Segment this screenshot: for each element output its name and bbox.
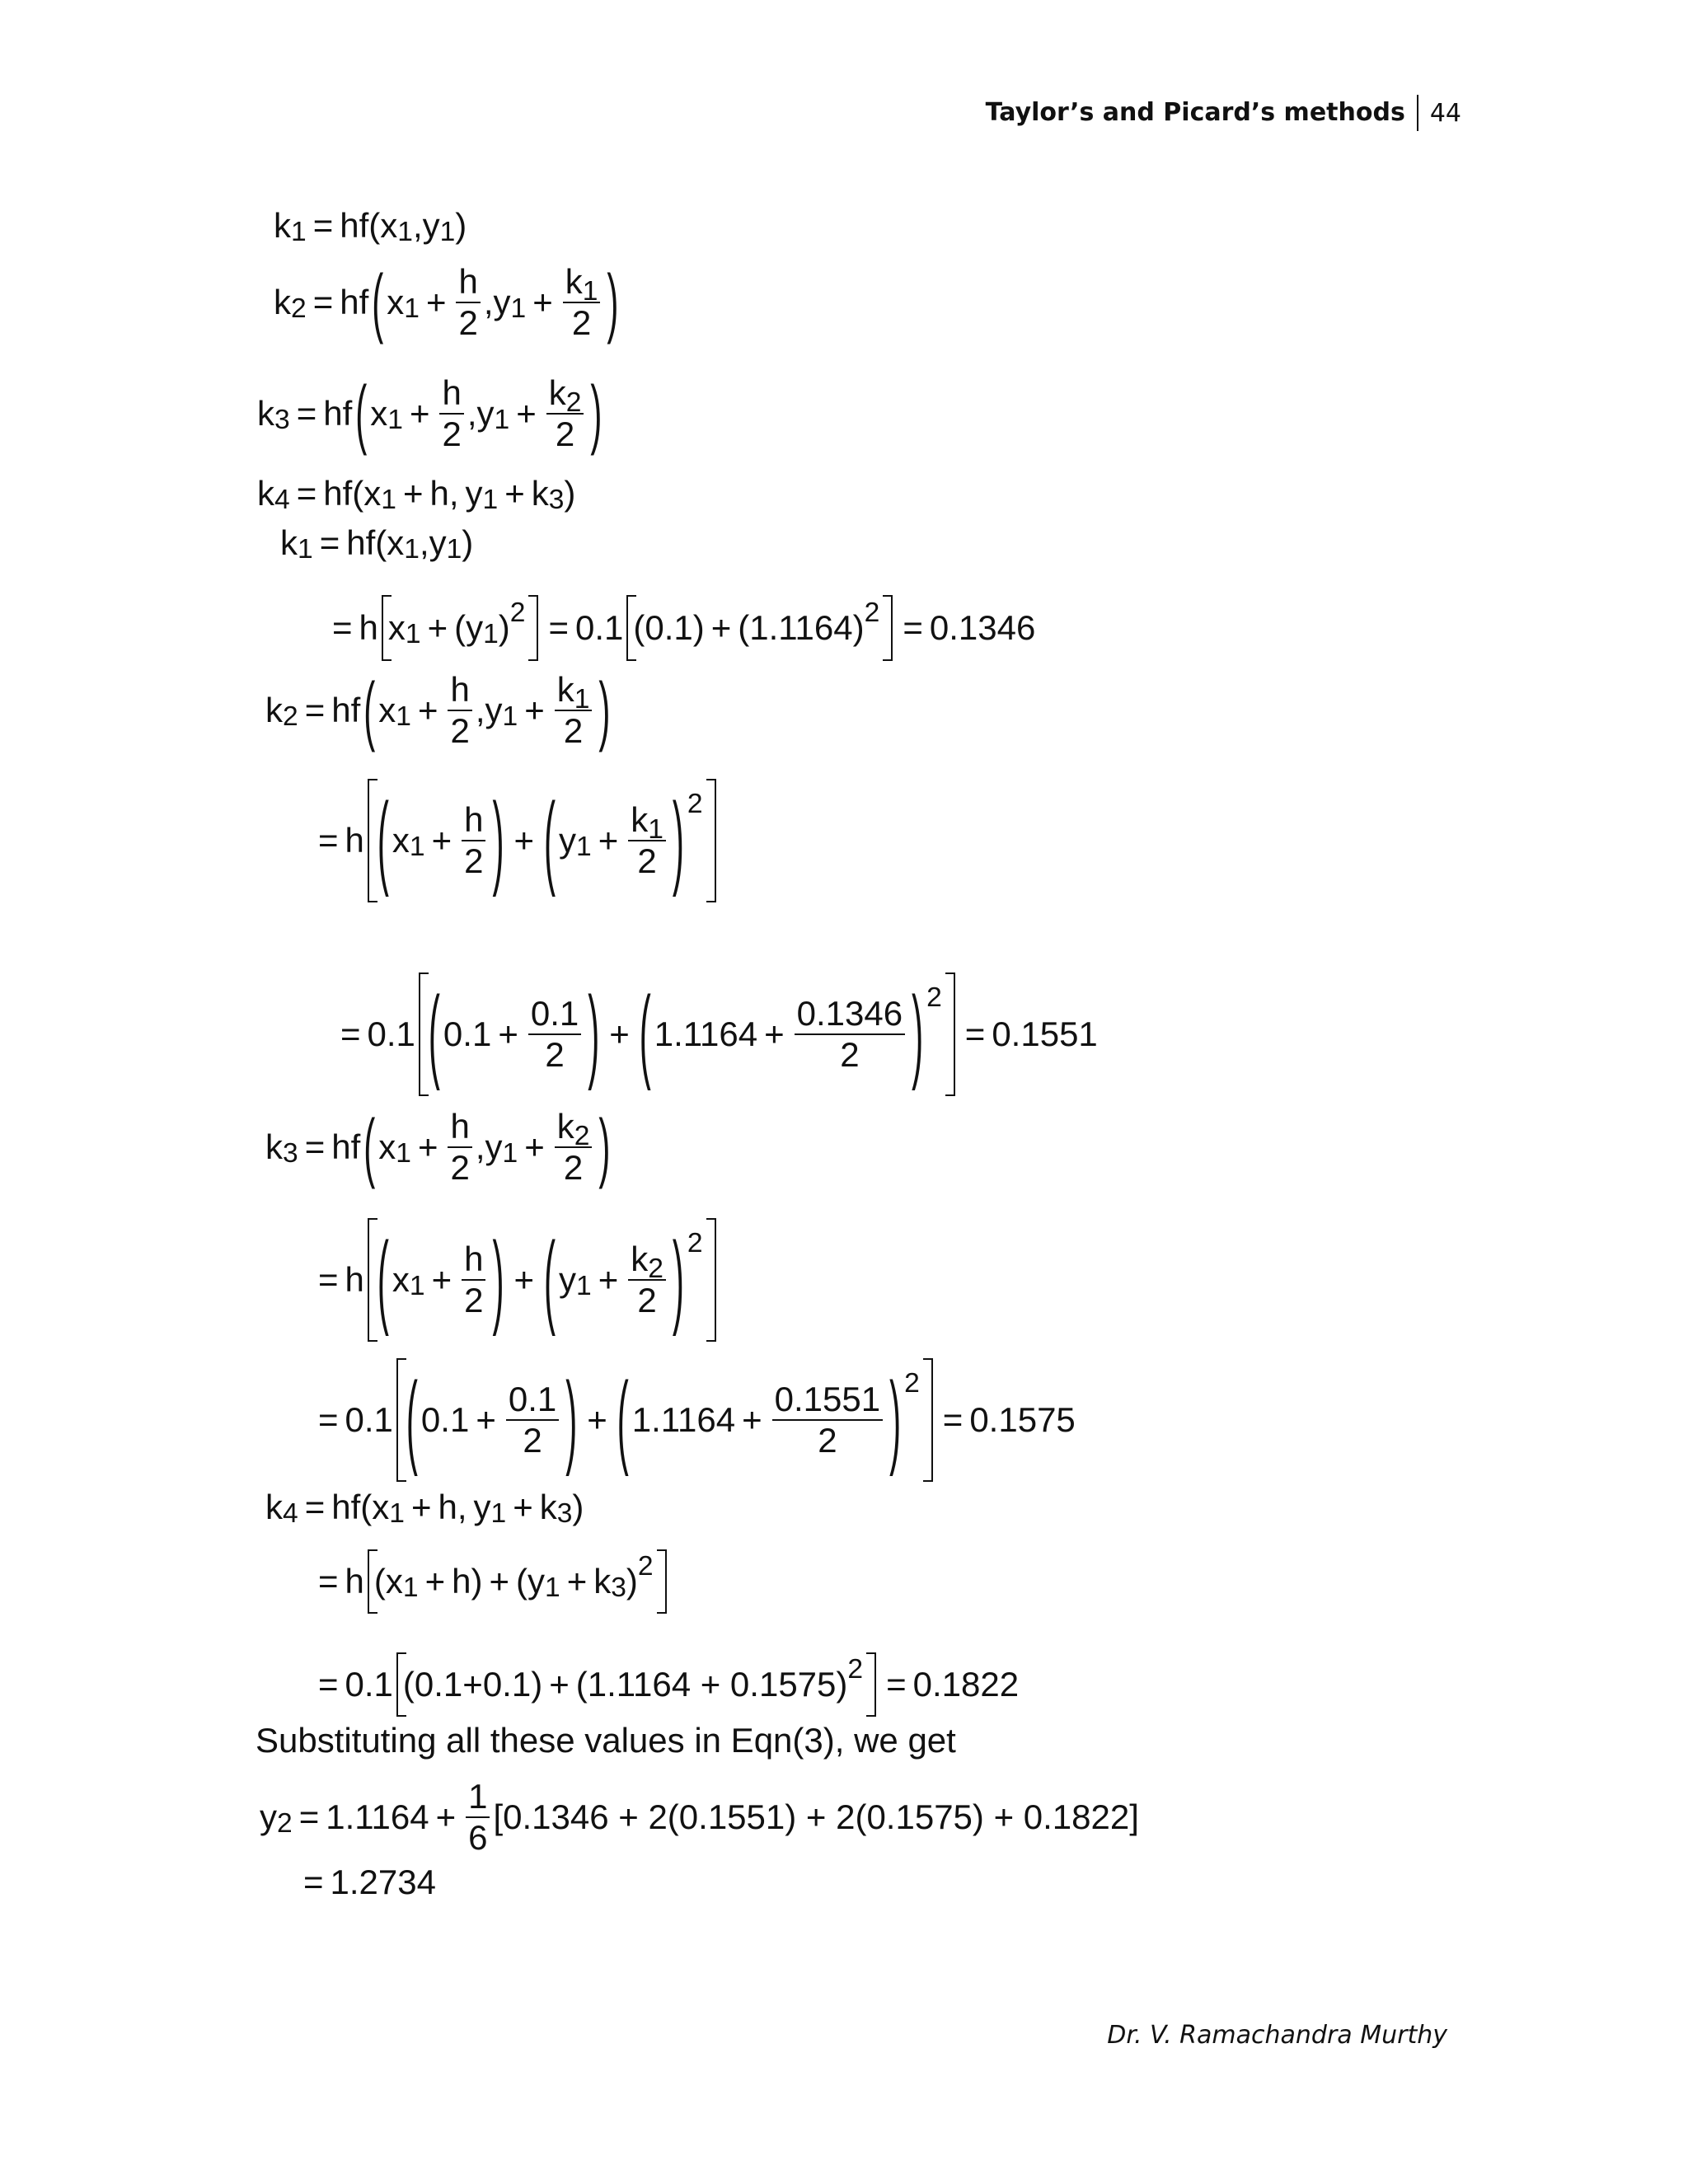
formula-k4-def: k 4 = hf ( x 1 + h, y 1 + k 3 ) xyxy=(257,474,576,516)
formula-k4-eval: k 4 = hf ( x 1 + h, y 1 + k 3 ) xyxy=(265,1488,584,1530)
page-footer-author: Dr. V. Ramachandra Murthy xyxy=(1107,2021,1447,2050)
formula-k2-result: = 0.1 ( 0.1 + $\frac{0.1}{2}$ ) + ( 1.1164 + $\frac{0.1346}{2}$ ) 2 = 0.1551 xyxy=(334,972,1098,1096)
formula-k2-expanded: = h ( x 1 + $\frac{h}{2}$ ) + ( y 1 + $\frac{k_1}{2}$ ) 2 xyxy=(312,779,720,902)
formula-k1-result: = h x 1 + ( y 1 ) 2 = 0.1 (0.1) + (1.1164) 2 = 0.1346 xyxy=(326,595,1035,661)
formula-k2-def: k 2 = hf ( x 1 + $\frac{h}{2}$ , y 1 + $\frac{k_1}{2}$ ) xyxy=(274,259,619,344)
formula-k4-result: = 0.1 (0.1+0.1) + (1.1164 + 0.1575) 2 = 0.1822 xyxy=(312,1652,1019,1717)
formula-k2-eval: k 2 = hf ( x 1 + $\frac{h}{2}$ , y 1 + $\frac{k_1}{2}$ ) xyxy=(265,667,611,752)
formula-k4-expanded: = h ( x 1 + h ) + ( y 1 + k 3 ) 2 xyxy=(312,1549,670,1614)
formula-k3-expanded: = h ( x 1 + $\frac{h}{2}$ ) + ( y 1 + $\frac{k_2}{2}$ ) 2 xyxy=(312,1218,720,1342)
formula-k1-def: k 1 = hf ( x 1 , y 1 ) xyxy=(274,206,467,248)
header-title: Taylor’s and Picard’s methods xyxy=(986,95,1418,131)
page-number: 44 xyxy=(1429,98,1461,128)
page-header xyxy=(986,92,1461,134)
formula-k1-eval: k 1 = hf ( x 1 , y 1 ) xyxy=(280,523,474,565)
formula-k3-eval: k 3 = hf ( x 1 + $\frac{h}{2}$ , y 1 + $\frac{k_2}{2}$ ) xyxy=(265,1104,611,1189)
formula-y2-result: = 1.2734 xyxy=(303,1863,436,1901)
formula-y2: y 2 = 1.1164 + $\frac{1}{6}$ [0.1346 + 2(0.1551) + 2(0.1575) + 0.1822] xyxy=(260,1777,1139,1858)
formula-k3-def: k 3 = hf ( x 1 + $\frac{h}{2}$ , y 1 + $\frac{k_2}{2}$ ) xyxy=(257,370,603,456)
substituting-text: Substituting all these values in Eqn(3), we get xyxy=(256,1721,956,1760)
formula-k3-result: = 0.1 ( 0.1 + $\frac{0.1}{2}$ ) + ( 1.1164 + $\frac{0.1551}{2}$ ) 2 = 0.1575 xyxy=(312,1358,1076,1482)
